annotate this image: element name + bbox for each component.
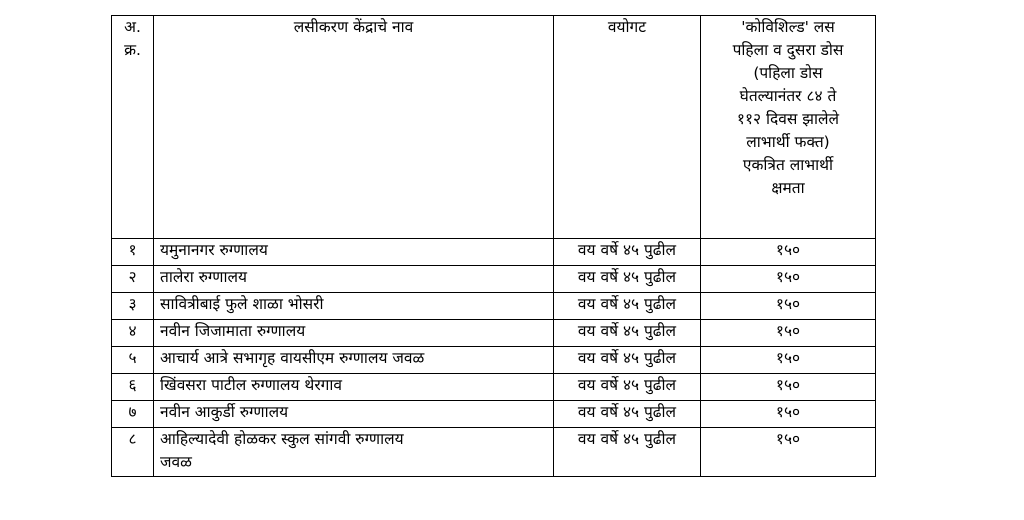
table-row (112, 374, 876, 401)
serial-cell: ४ (112, 320, 154, 347)
vaccination-centers-table (111, 15, 876, 477)
serial-cell: ५ (112, 347, 154, 374)
header-capacity: 'कोविशिल्ड' लस पहिला व दुसरा डोस (पहिला डोस घेतल्यानंतर ८४ ते ११२ दिवस झालेले लाभार्थी फक्त) एकत्रित लाभार्थी क्षमता (701, 16, 876, 239)
serial-cell: ६ (112, 374, 154, 401)
age-group-cell: वय वर्षे ४५ पुढील (554, 266, 701, 293)
header-center-name: लसीकरण केंद्राचे नाव (154, 16, 554, 239)
capacity-cell: १५० (701, 401, 876, 428)
capacity-cell: १५० (701, 374, 876, 401)
age-group-cell: वय वर्षे ४५ पुढील (554, 320, 701, 347)
header-serial-number: अ. क्र. (112, 16, 154, 239)
capacity-cell: १५० (701, 293, 876, 320)
serial-cell: ८ (112, 428, 154, 477)
header-age-group: वयोगट (554, 16, 701, 239)
capacity-cell: १५० (701, 266, 876, 293)
capacity-cell: १५० (701, 239, 876, 266)
age-group-cell: वय वर्षे ४५ पुढील (554, 374, 701, 401)
serial-cell: ३ (112, 293, 154, 320)
table-row (112, 320, 876, 347)
center-name-cell: सावित्रीबाई फुले शाळा भोसरी (154, 293, 554, 320)
center-name-cell: तालेरा रुग्णालय (154, 266, 554, 293)
center-name-cell: खिंवसरा पाटील रुग्णालय थेरगाव (154, 374, 554, 401)
center-name-cell: आहिल्यादेवी होळकर स्कुल सांगवी रुग्णालय जवळ (154, 428, 554, 477)
age-group-cell: वय वर्षे ४५ पुढील (554, 293, 701, 320)
age-group-cell: वय वर्षे ४५ पुढील (554, 401, 701, 428)
center-name-cell: यमुनानगर रुग्णालय (154, 239, 554, 266)
capacity-cell: १५० (701, 320, 876, 347)
capacity-cell: १५० (701, 347, 876, 374)
table-row (112, 293, 876, 320)
age-group-cell: वय वर्षे ४५ पुढील (554, 239, 701, 266)
table-row (112, 401, 876, 428)
center-name-cell: नवीन जिजामाता रुग्णालय (154, 320, 554, 347)
age-group-cell: वय वर्षे ४५ पुढील (554, 428, 701, 477)
table-row (112, 347, 876, 374)
serial-cell: १ (112, 239, 154, 266)
table-row (112, 428, 876, 477)
table-row (112, 239, 876, 266)
capacity-cell: १५० (701, 428, 876, 477)
center-name-cell: आचार्य आत्रे सभागृह वायसीएम रुग्णालय जवळ (154, 347, 554, 374)
age-group-cell: वय वर्षे ४५ पुढील (554, 347, 701, 374)
serial-cell: ७ (112, 401, 154, 428)
table-header-row (112, 16, 876, 239)
serial-cell: २ (112, 266, 154, 293)
center-name-cell: नवीन आकुर्डी रुग्णालय (154, 401, 554, 428)
table-row (112, 266, 876, 293)
